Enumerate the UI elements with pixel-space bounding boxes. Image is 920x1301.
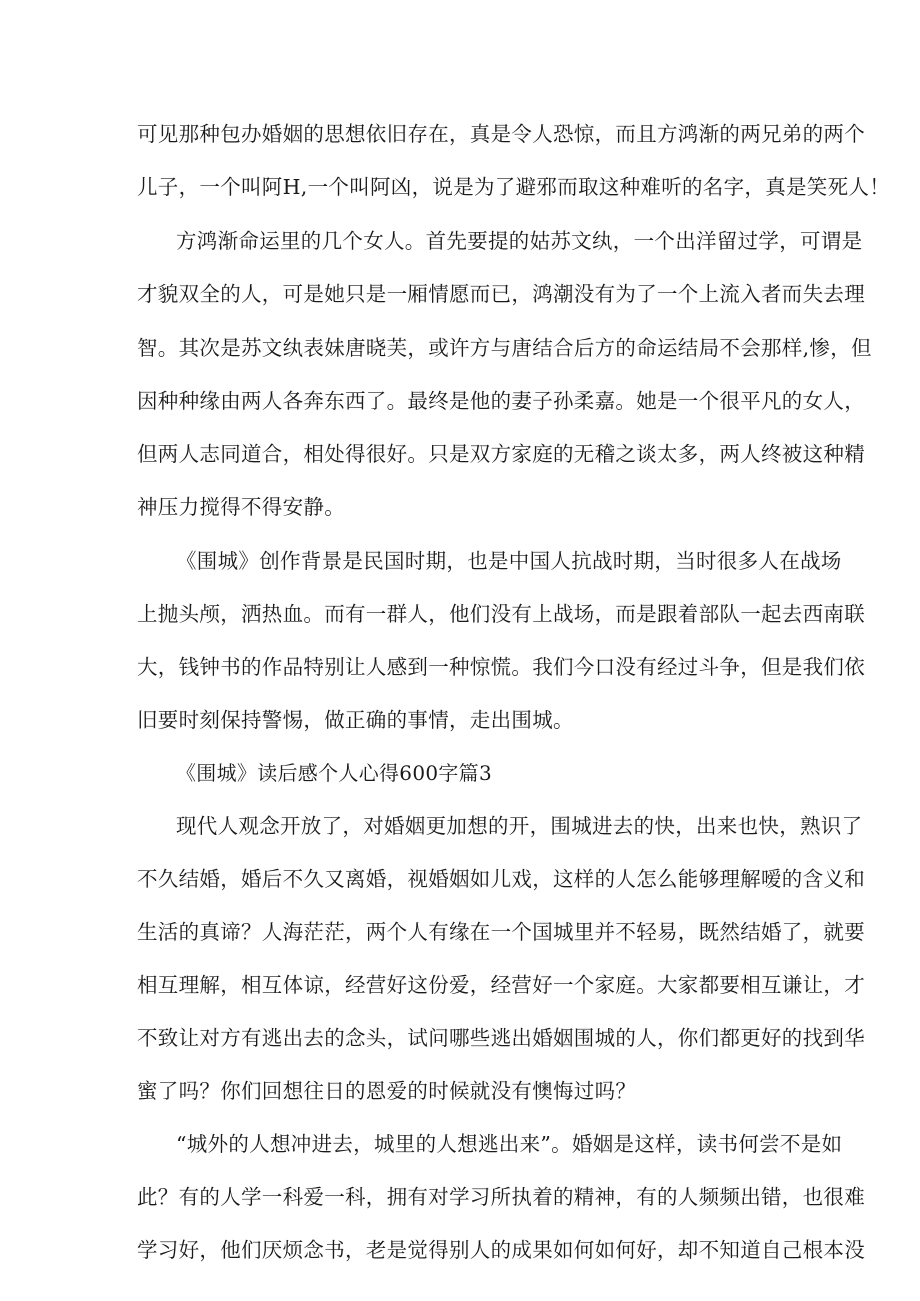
- text-line: 儿子，一个叫阿H,一个叫阿凶，说是为了避邪而取这种难听的名字，真是笑死人！: [137, 175, 890, 199]
- text-line: 生活的真谛？人海茫茫，两个人有缘在一个国城里并不轻易，既然结婚了，就要: [137, 920, 865, 944]
- text-line: 蜜了吗？你们回想往日的恩爱的时候就没有懊悔过吗？: [137, 1079, 637, 1103]
- text-line: 学习好，他们厌烦念书，老是觉得别人的成果如何如何好，却不知道自己根本没: [137, 1238, 865, 1262]
- text-line: 可见那种包办婚姻的思想依旧存在，真是令人恐惊，而且方鸿渐的两兄弟的两个: [137, 122, 865, 146]
- text-line: 才貌双全的人，可是她只是一厢情愿而已，鸿潮没有为了一个上流入者而失去理: [137, 282, 865, 306]
- text-line: 相互理解，相互体谅，经营好这份爱，经营好一个家庭。大家都要相互谦让，才: [137, 973, 865, 997]
- text-line: 《围城》创作背景是民国时期，也是中国人抗战时期，当时很多人在战场: [176, 549, 842, 573]
- text-line: 方鸿渐命运里的几个女人。首先要提的姑苏文纨，一个出洋留过学，可谓是: [176, 229, 863, 253]
- text-line: 因种种缘由两人各奔东西了。最终是他的妻子孙柔嘉。她是一个很平凡的女人，: [137, 389, 865, 413]
- text-line: 但两人志同道合，相处得很好。只是双方家庭的无稽之谈太多，两人终被这种精: [137, 442, 865, 466]
- text-line: 此？有的人学一科爱一科，拥有对学习所执着的精神，有的人频频出错，也很难: [137, 1185, 865, 1209]
- text-line: 旧要时刻保持警惕，做正确的事情，走出围城。: [137, 708, 574, 732]
- text-line: 现代人观念开放了，对婚姻更加想的开，围城进去的快，出来也快，熟识了: [176, 814, 863, 838]
- text-line: 大，钱钟书的作品特别让人感到一种惊慌。我们今口没有经过斗争，但是我们依: [137, 655, 865, 679]
- section-heading-text: 《围城》读后感个人心得600字篇3: [176, 761, 492, 785]
- text-line: 智。其次是苏文纨表妹唐晓芙，或许方与唐结合后方的命运结局不会那样,惨，但: [137, 336, 872, 360]
- text-line: 神压力搅得不得安静。: [137, 495, 345, 519]
- text-line: “城外的人想冲进去，城里的人想逃出来”。婚姻是这样，读书何尝不是如: [176, 1132, 843, 1156]
- text-line: 上抛头颅，洒热血。而有一群人，他们没有上战场，而是跟着部队一起去西南联: [137, 602, 865, 626]
- text-line: 不久结婚，婚后不久又离婚，视婚姻如儿戏，这样的人怎么能够理解嗳的含义和: [137, 867, 865, 891]
- text-line: 不致让对方有逃出去的念头，试问哪些逃出婚姻围城的人，你们都更好的找到华: [137, 1026, 865, 1050]
